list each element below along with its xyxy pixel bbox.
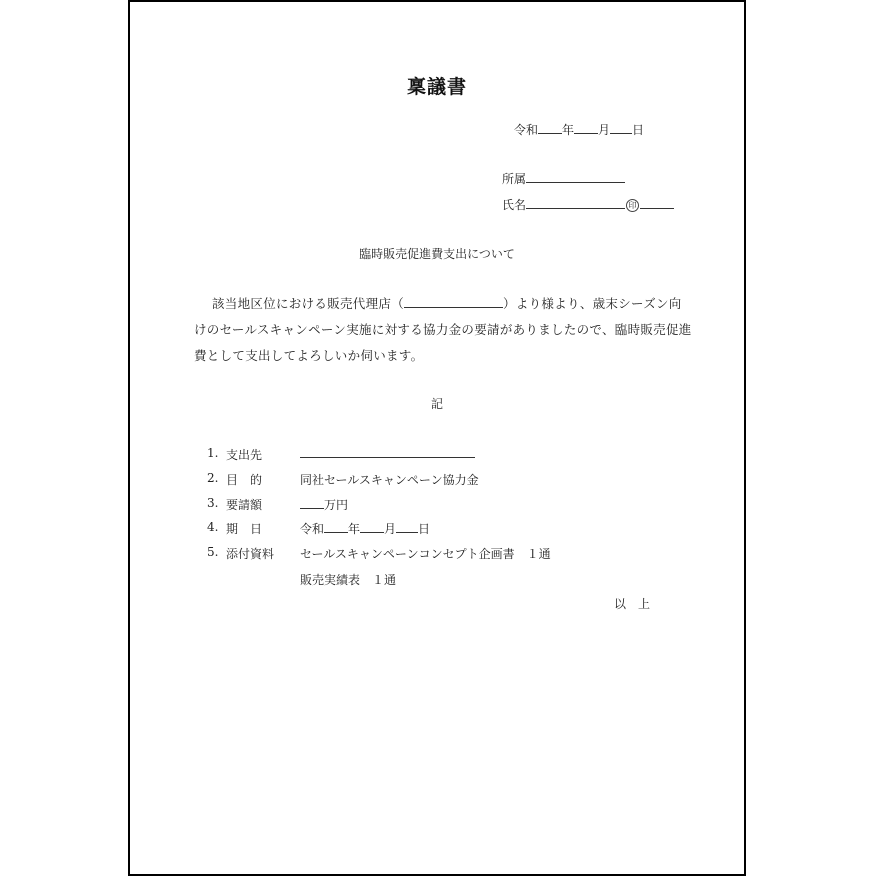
due-month-blank[interactable] [360, 521, 384, 533]
due-month-suffix: 月 [384, 522, 397, 536]
body-line-3: 費として支出してよろしいか伺います。 [194, 348, 424, 363]
affiliation-line [502, 170, 625, 187]
item-4-label: 期 日 [226, 522, 263, 536]
ki-heading: 記 [430, 397, 443, 411]
date-day-blank[interactable] [610, 122, 632, 134]
body-line-1 [212, 294, 682, 312]
date-month-blank[interactable] [574, 122, 598, 134]
body-line-1-post: ）より様より、歳末シーズン向 [503, 296, 682, 311]
item-4-value [300, 520, 430, 537]
document-page [128, 0, 746, 876]
date-line [514, 121, 644, 138]
body-line-1-pre: 該当地区位における販売代理店（ [212, 296, 405, 311]
item-4-num: 4. [207, 520, 219, 534]
date-month-suffix: 月 [598, 123, 611, 137]
due-day-suffix: 日 [418, 522, 431, 536]
seal-mark: 印 [626, 199, 639, 212]
item-3-label: 要請額 [226, 498, 263, 512]
document-title: 稟議書 [406, 76, 467, 98]
due-year-suffix: 年 [348, 522, 361, 536]
name-trailing-blank [640, 197, 674, 209]
item-2-label: 目 的 [226, 473, 263, 487]
date-year-suffix: 年 [562, 123, 575, 137]
item-5-value-2: 販売実績表 １通 [300, 573, 397, 587]
subject-line: 臨時販売促進費支出について [359, 247, 515, 261]
amount-blank[interactable] [300, 497, 324, 509]
due-day-blank[interactable] [396, 521, 418, 533]
item-5-value: セールスキャンペーンコンセプト企画書 １通 [300, 547, 551, 561]
name-line [502, 196, 674, 213]
item-3-value [300, 496, 348, 513]
date-era: 令和 [514, 123, 539, 137]
date-day-suffix: 日 [632, 123, 645, 137]
due-year-blank[interactable] [324, 521, 348, 533]
item-1-num: 1. [207, 446, 219, 460]
agency-name-blank[interactable] [404, 296, 503, 308]
payee-blank[interactable] [300, 446, 475, 458]
body-line-2: けのセールスキャンペーン実施に対する協力金の要請がありましたので、臨時販売促進 [194, 322, 692, 337]
name-label: 氏名 [502, 198, 527, 212]
affiliation-blank[interactable] [526, 171, 625, 183]
item-2-num: 2. [207, 471, 219, 485]
item-2-value: 同社セールスキャンペーン協力金 [300, 473, 479, 487]
amount-unit: 万円 [324, 498, 349, 512]
date-year-blank[interactable] [538, 122, 562, 134]
item-1-label: 支出先 [226, 448, 263, 462]
item-5-num: 5. [207, 545, 219, 559]
due-era: 令和 [300, 522, 325, 536]
closing-text: 以 上 [614, 597, 651, 611]
item-3-num: 3. [207, 496, 219, 510]
name-blank[interactable] [526, 197, 625, 209]
item-1-value [300, 446, 475, 461]
affiliation-label: 所属 [502, 172, 527, 186]
item-5-label: 添付資料 [226, 547, 275, 561]
